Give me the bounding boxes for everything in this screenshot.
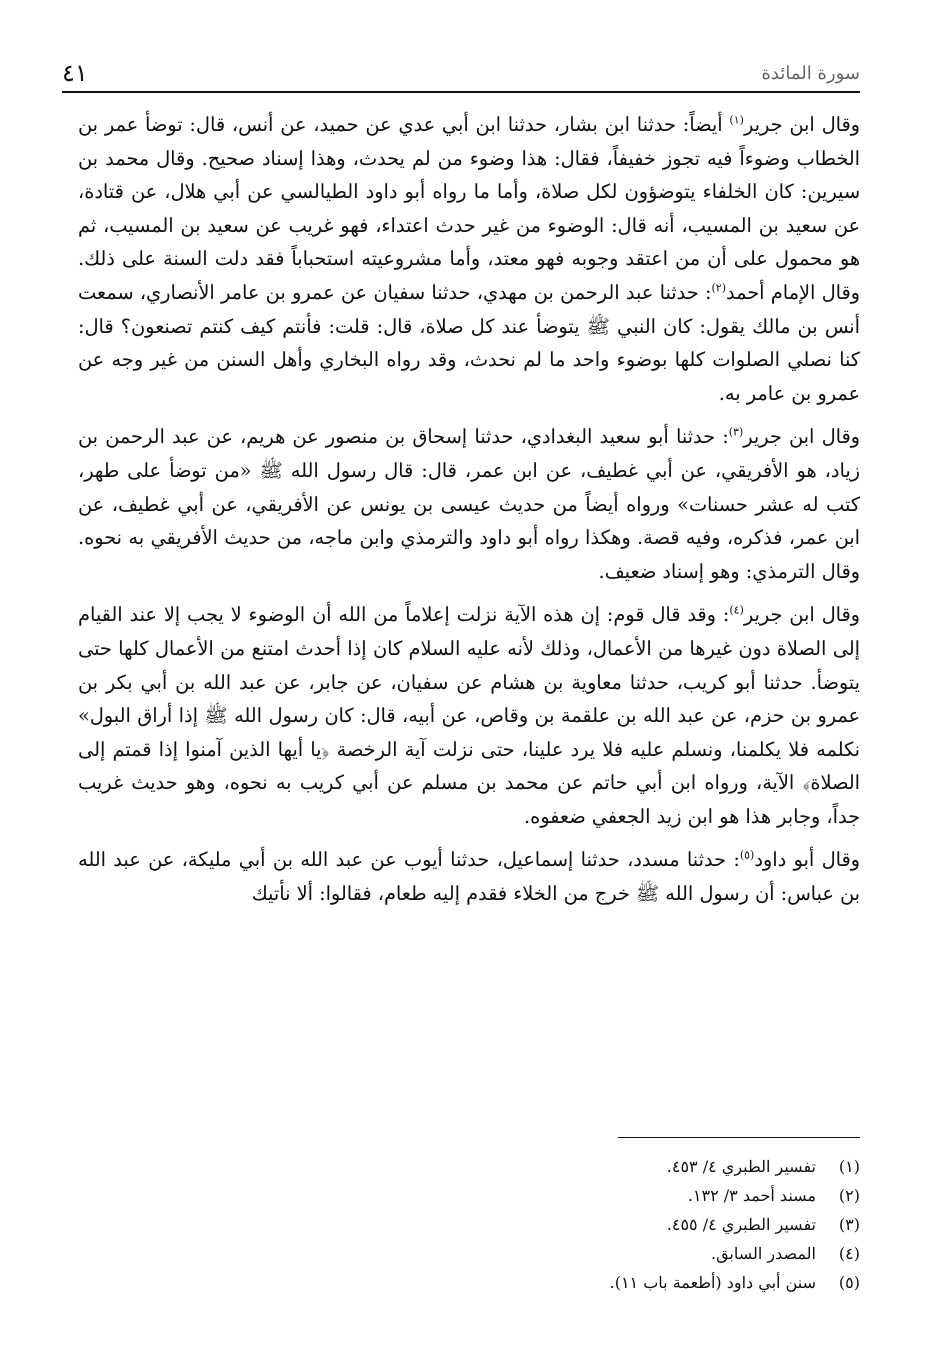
footnote-separator [618, 1137, 860, 1138]
paragraph [78, 598, 860, 833]
footnote-ref: (٤) [729, 603, 744, 617]
text-run: وقال ابن جرير [743, 113, 860, 136]
text-run: وقال أبو داود [754, 848, 860, 872]
footnote-number: (٢) [838, 1186, 860, 1205]
footnote-number: (٣) [838, 1215, 860, 1234]
text-run: : حدثنا عبد الرحمن بن مهدي، حدثنا سفيان عن عمرو بن عامر الأنصاري، سمعت أنس بن مالك يقول: كان النبي ﷺ يتوضأ عند كل صلاة، قال: قلت: فأنتم كيف كنتم تصنعون؟ قال: كنا نصلي الصلوات كلها بوضوء واحد ما لم نحدث، وقد رواه البخاري وأهل السنن من غير وجه عن عمرو بن عامر به. [78, 280, 860, 405]
text-run: وقال ابن جرير [743, 425, 860, 449]
footnote-ref: (١) [729, 113, 744, 127]
footnote-text: تفسير الطبري ٤/ ٤٥٣. [666, 1157, 816, 1176]
footnote-ref: (٣) [728, 425, 744, 439]
running-title: سورة المائدة [761, 63, 860, 84]
footnote-ref: (٢) [711, 281, 726, 295]
footnote-number: (٥) [838, 1273, 860, 1292]
footnote-text: سنن أبي داود (أطعمة باب ١١). [609, 1273, 816, 1292]
footnote-text: تفسير الطبري ٤/ ٤٥٥. [666, 1215, 816, 1234]
text-run: : حدثنا مسدد، حدثنا إسماعيل، حدثنا أيوب عن عبد الله بن أبي مليكة، عن عبد الله بن عباس: أن رسول الله ﷺ خرج من الخلاء فقدم إليه طعام، فقالوا: ألا نأتيك [78, 848, 860, 906]
page-number: ٤١ [62, 59, 88, 87]
footnote-1 [300, 1152, 860, 1181]
footnote-5 [300, 1268, 860, 1297]
footnote-number: (١) [838, 1157, 860, 1176]
body-text [78, 108, 860, 921]
text-run: : حدثنا أبو سعيد البغدادي، حدثنا إسحاق بن منصور عن هريم، عن عبد الرحمن بن زياد، هو الأفريقي، عن أبي غطيف، عن ابن عمر، قال: قال رسول الله ﷺ «من توضأ على طهر، كتب له عشر حسنات» ورواه أيضاً من حديث عيسى بن يونس عن الأفريقي، عن أبي غطيف، عن ابن عمر، فذكره، وفيه قصة. وهكذا رواه أبو داود والترمذي وابن ماجه، من حديث الأفريقي به نحوه. وقال الترمذي: وهو إسناد ضعيف. [78, 425, 860, 583]
text-run: : وقد قال قوم: إن هذه الآية نزلت إعلاماً من الله أن الوضوء لا يجب إلا عند القيام إلى الصلاة دون غيرها من الأعمال، وذلك لأنه عليه السلام كان إذا أحدث امتنع من الأعمال كلها حتى يتوضأ. حدثنا أبو كريب، حدثنا معاوية بن هشام عن سفيان، عن جابر، عن عبد الله بن أبي بكر بن عمرو بن حزم، عن عبد الله بن علقمة بن وقاص، عن أبيه، قال: كان رسول الله ﷺ إذا أراق البول» نكلمه فلا يكلمنا، ونسلم عليه فلا يرد علينا، حتى نزلت آية الرخصة ﴿يا أيها الذين آمنوا إذا قمتم إلى الصلاة﴾ الآية، ورواه ابن أبي حاتم عن محمد بن مسلم عن أبي كريب به نحوه، وهو حديث غريب جداً، وجابر هذا هو ابن زيد الجعفي ضعفوه. [78, 603, 860, 828]
paragraph [78, 420, 860, 588]
paragraph [78, 843, 860, 910]
text-run: وقال ابن جرير [743, 603, 860, 627]
header-rule [62, 91, 860, 93]
footnotes [300, 1152, 860, 1297]
footnote-2 [300, 1181, 860, 1210]
page-header [62, 55, 860, 93]
footnote-3 [300, 1210, 860, 1239]
footnote-number: (٤) [838, 1244, 860, 1263]
footnote-text: مسند أحمد ٣/ ١٣٢. [687, 1186, 816, 1205]
footnote-4 [300, 1239, 860, 1268]
footnote-text: المصدر السابق. [710, 1244, 816, 1263]
paragraph [78, 108, 860, 410]
text-run: أيضاً: حدثنا ابن بشار، حدثنا ابن أبي عدي عن حميد، عن أنس، قال: توضأ عمر بن الخطاب وضوءاً فيه تجوز خفيفاً، فقال: هذا وضوء من لم يحدث، وهذا إسناد صحيح. وقال محمد بن سيرين: كان الخلفاء يتوضؤون لكل صلاة، وأما ما رواه أبو داود الطيالسي عن أبي هلال، عن قتادة، عن سعيد بن المسيب، أنه قال: الوضوء من غير حدث اعتداء، فهو غريب عن سعيد بن المسيب، ثم هو محمول على أن من اعتقد وجوبه فهو معتد، وأما مشروعيته استحباباً فقد دلت السنة على ذلك. وقال الإمام أحمد [78, 113, 860, 304]
footnote-ref: (٥) [739, 849, 755, 863]
